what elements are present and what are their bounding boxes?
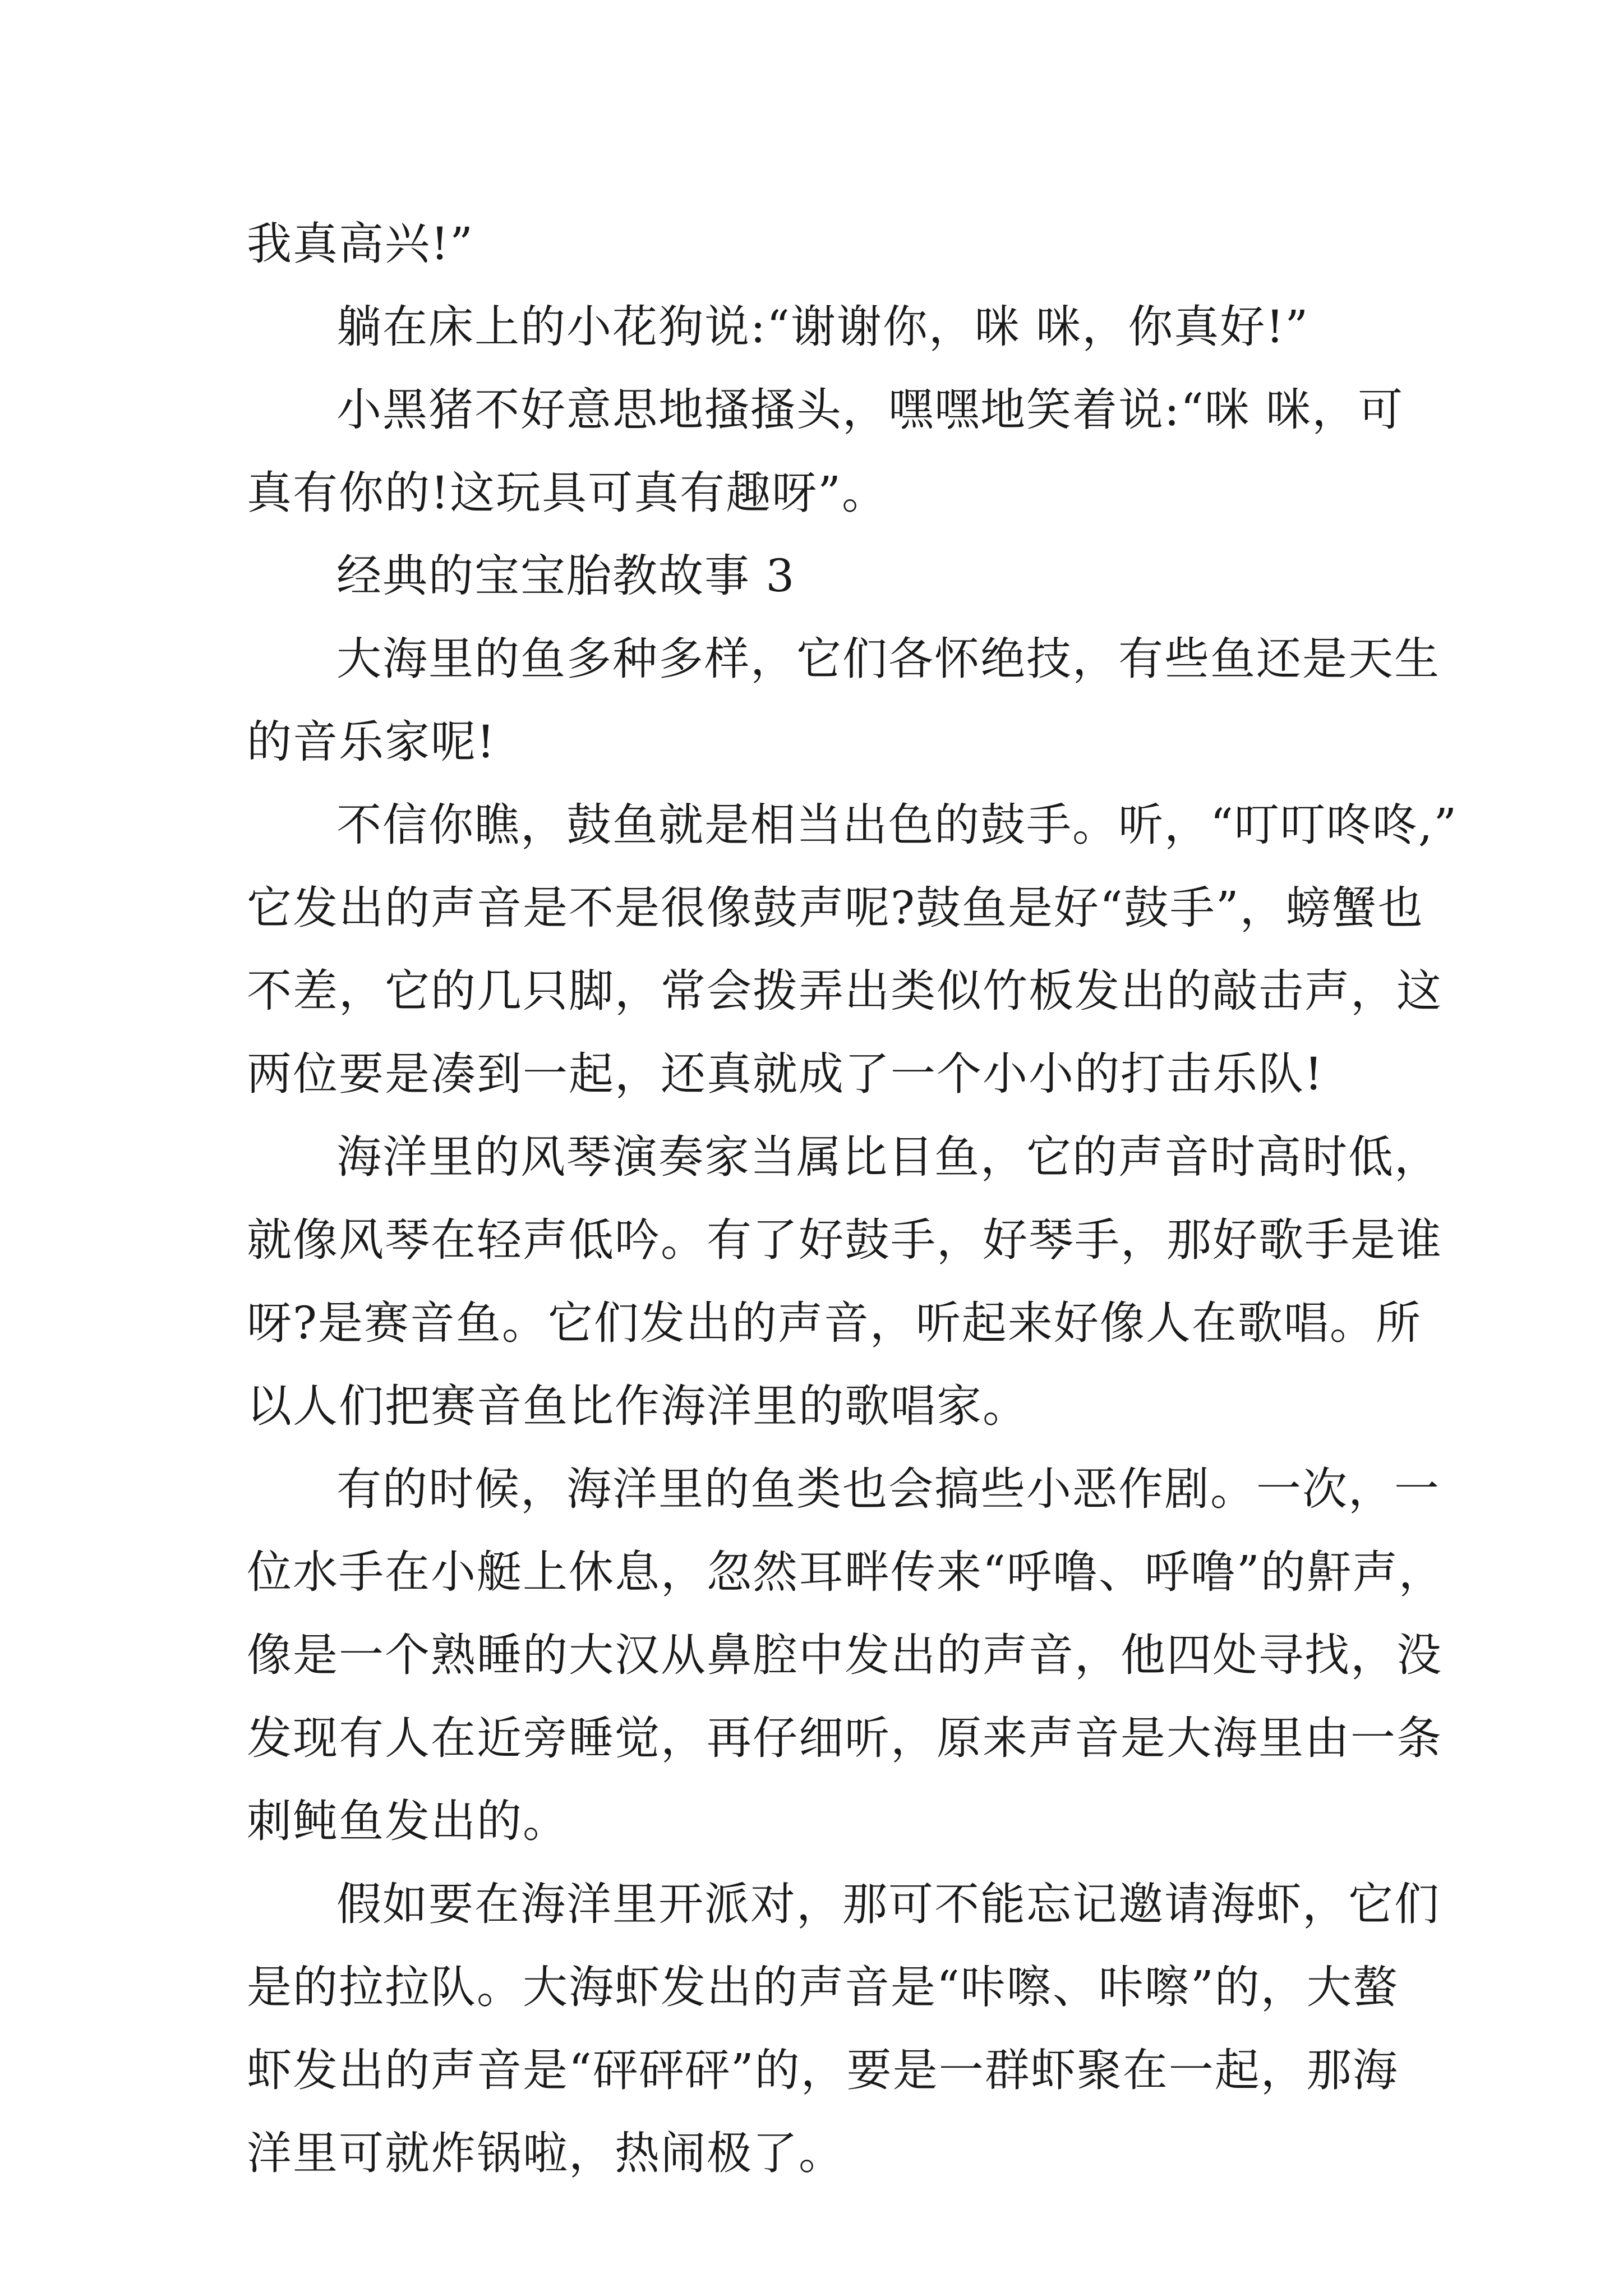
text-line: 发现有人在近旁睡觉，再仔细听，原来声音是大海里由一条 bbox=[247, 1712, 1442, 1764]
text-line: 不信你瞧，鼓鱼就是相当出色的鼓手。听，“叮叮咚咚,” bbox=[336, 799, 1458, 851]
text-line: 刺鲀鱼发出的。 bbox=[247, 1795, 569, 1847]
text-line: 不差，它的几只脚，常会拨弄出类似竹板发出的敲击声，这 bbox=[247, 965, 1442, 1017]
text-line: 的音乐家呢! bbox=[247, 716, 496, 768]
text-line: 它发出的声音是不是很像鼓声呢?鼓鱼是好“鼓手”，螃蟹也 bbox=[247, 882, 1424, 934]
text-line: 大海里的鱼多种多样，它们各怀绝技，有些鱼还是天生 bbox=[336, 633, 1440, 685]
text-line: 是的拉拉队。大海虾发出的声音是“咔嚓、咔嚓”的，大螯 bbox=[247, 1961, 1399, 2013]
text-line: 位水手在小艇上休息，忽然耳畔传来“呼噜、呼噜”的鼾声， bbox=[247, 1546, 1445, 1598]
text-line: 真有你的!这玩具可真有趣呀”。 bbox=[247, 467, 888, 519]
text-line: 以人们把赛音鱼比作海洋里的歌唱家。 bbox=[247, 1380, 1029, 1432]
text-line: 海洋里的风琴演奏家当属比目鱼，它的声音时高时低， bbox=[336, 1131, 1440, 1183]
text-line: 小黑猪不好意思地搔搔头，嘿嘿地笑着说:“咪 咪，可 bbox=[336, 384, 1404, 436]
text-line: 呀?是赛音鱼。它们发出的声音，听起来好像人在歌唱。所 bbox=[247, 1297, 1422, 1349]
section-heading: 经典的宝宝胎教故事 3 bbox=[336, 550, 796, 602]
text-line: 我真高兴!” bbox=[247, 218, 474, 270]
text-line: 洋里可就炸锅啦，热闹极了。 bbox=[247, 2127, 845, 2179]
text-line: 两位要是凑到一起，还真就成了一个小小的打击乐队! bbox=[247, 1048, 1324, 1100]
text-line: 像是一个熟睡的大汉从鼻腔中发出的声音，他四处寻找，没 bbox=[247, 1629, 1442, 1681]
text-line: 就像风琴在轻声低吟。有了好鼓手，好琴手，那好歌手是谁 bbox=[247, 1214, 1442, 1266]
text-line: 躺在床上的小花狗说:“谢谢你，咪 咪，你真好!” bbox=[336, 301, 1310, 353]
text-line: 有的时候，海洋里的鱼类也会搞些小恶作剧。一次，一 bbox=[336, 1463, 1440, 1515]
text-line: 虾发出的声音是“砰砰砰”的，要是一群虾聚在一起，那海 bbox=[247, 2044, 1399, 2096]
text-line: 假如要在海洋里开派对，那可不能忘记邀请海虾，它们 bbox=[336, 1878, 1440, 1930]
